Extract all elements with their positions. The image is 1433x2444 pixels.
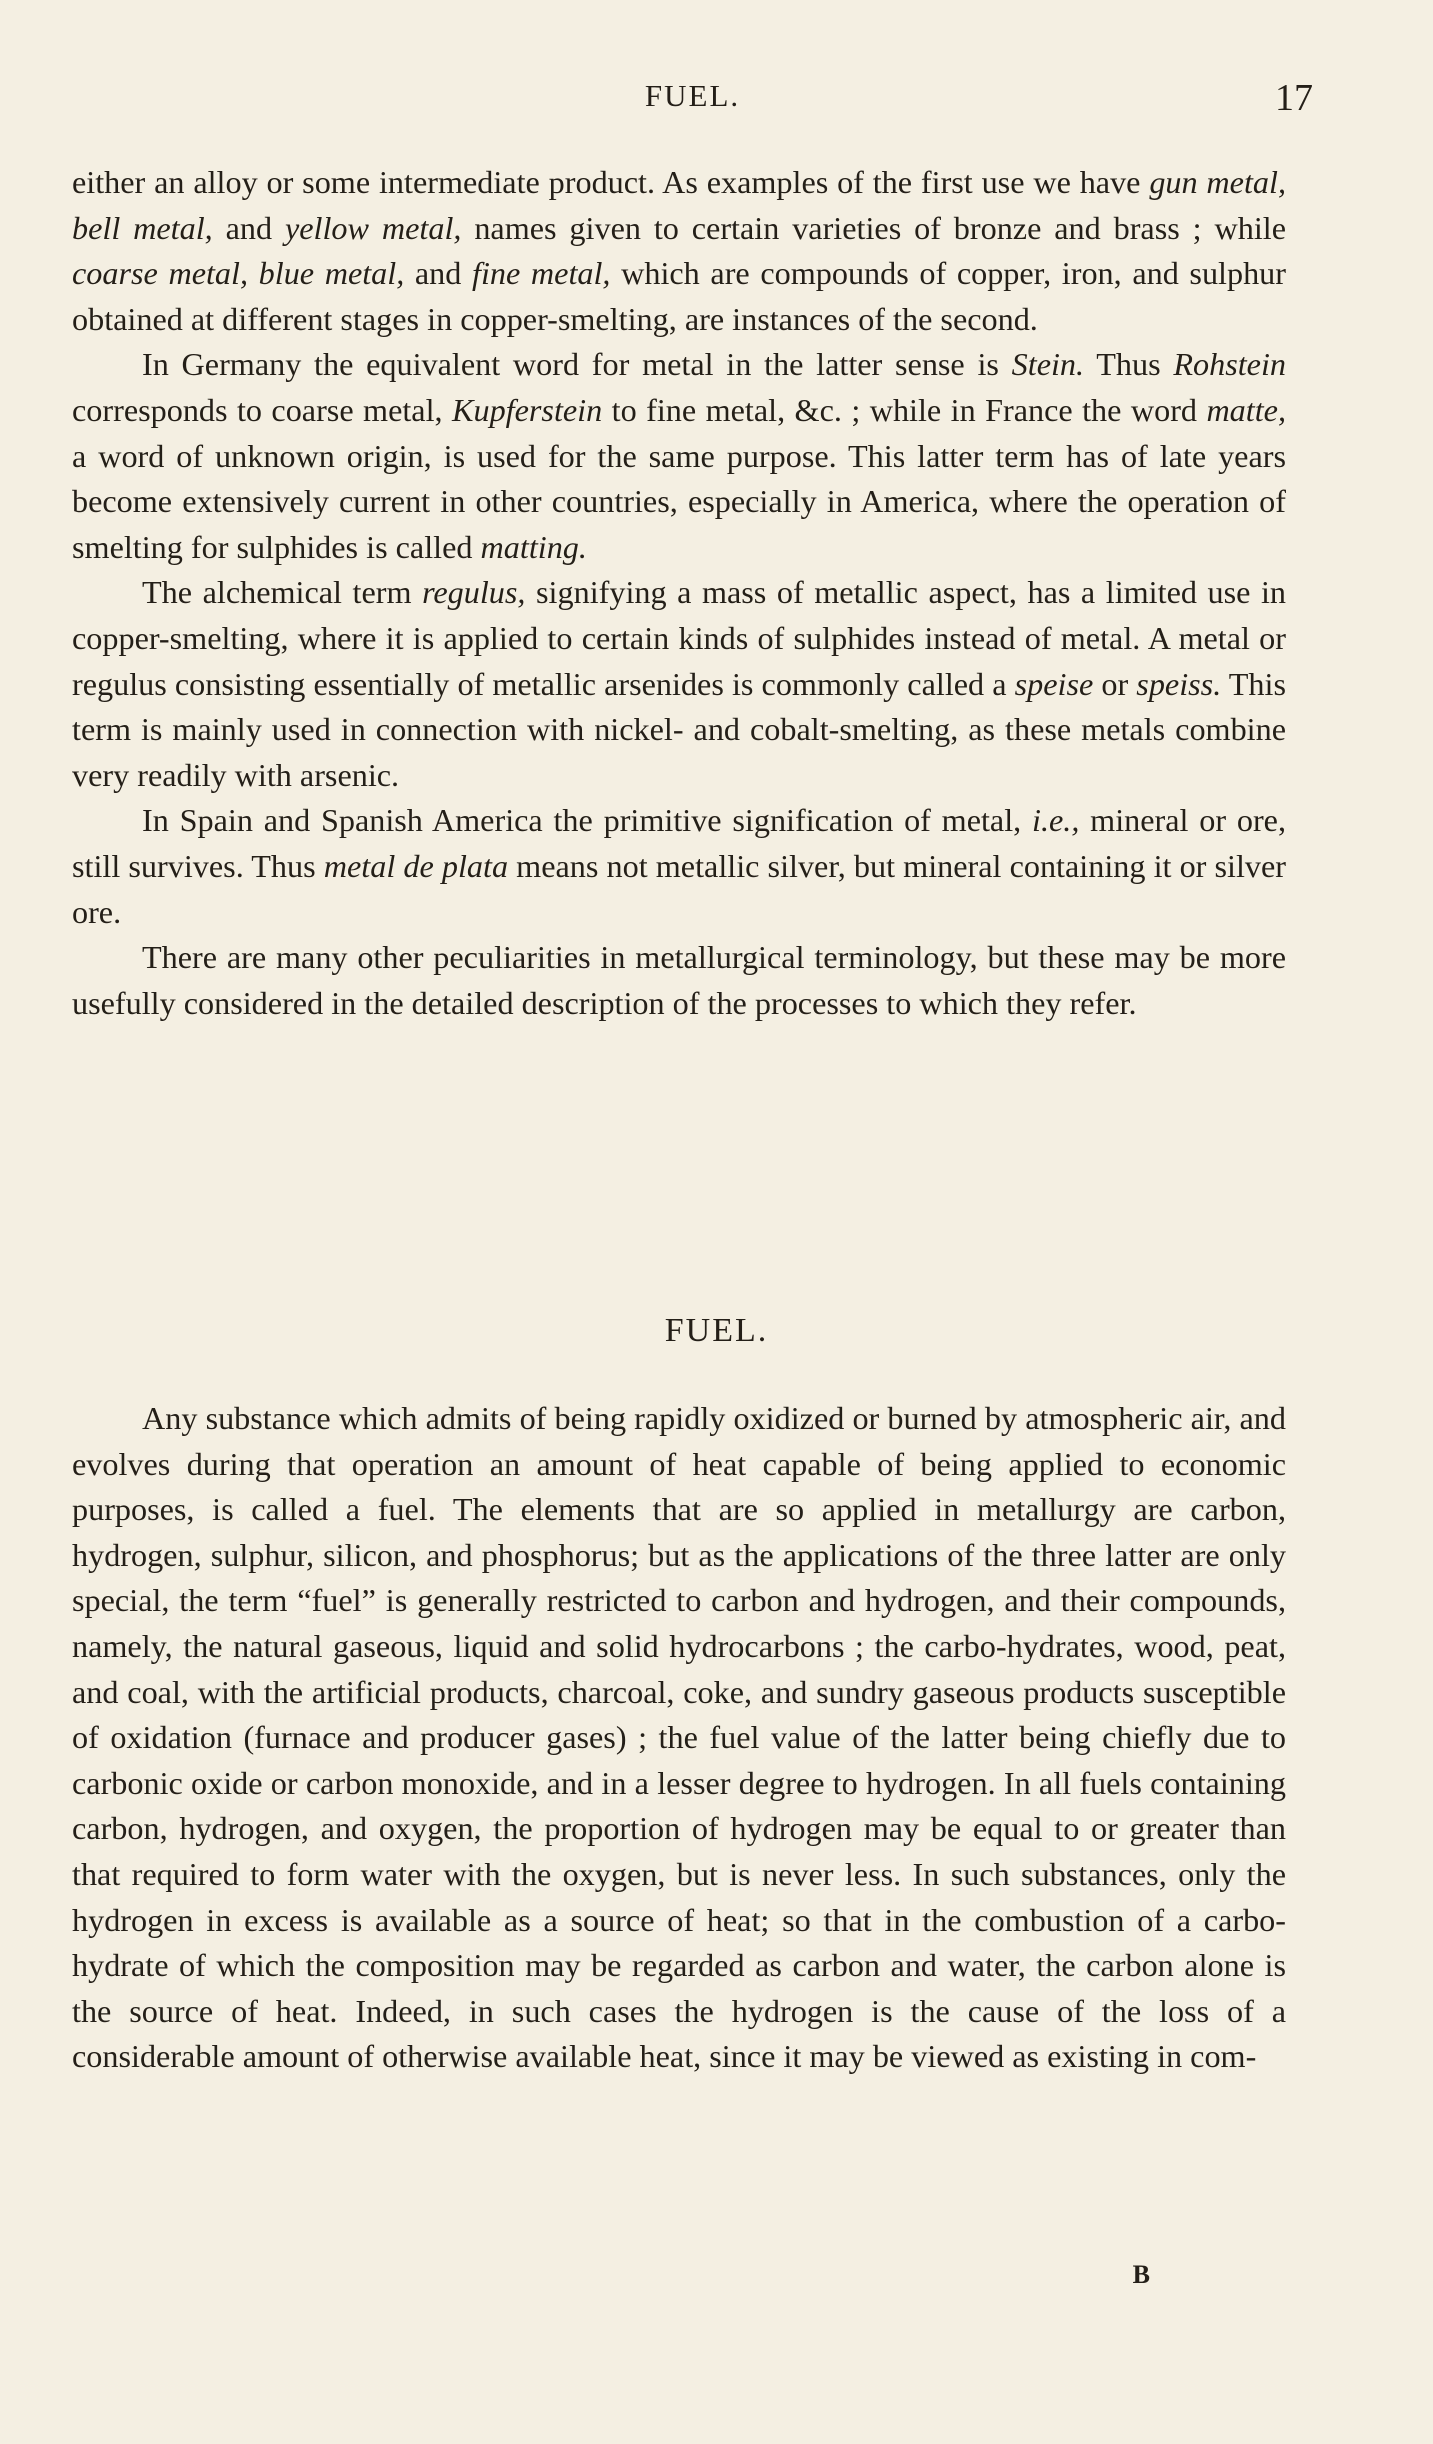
text-run: and xyxy=(404,255,473,292)
italic-term: bell metal, xyxy=(72,209,213,246)
text-run: The alchemical term xyxy=(142,574,423,611)
italic-term: Stein. xyxy=(1011,346,1085,383)
text-run: corresponds to coarse metal, xyxy=(72,391,453,428)
text-block-intro xyxy=(72,160,1286,1026)
italic-term: speise xyxy=(1014,665,1094,702)
paragraph-peculiarities: There are many other peculiarities in metallurgical terminology, but these may be more usefully considered in the detailed description of the processes to which they refer. xyxy=(72,939,1286,1021)
text-run: names given to certain varieties of bronze and brass ; while xyxy=(461,209,1286,246)
italic-term: matting. xyxy=(480,528,587,565)
text-run: to fine metal, &c. ; while in France the word xyxy=(602,391,1207,428)
text-run: mineral or ore, still survives. Thus xyxy=(72,802,1286,884)
text-run: or xyxy=(1093,665,1137,702)
text-run: either an alloy or some intermediate product. As examples of the first use we have xyxy=(72,164,1150,200)
italic-term: matte, xyxy=(1206,391,1286,428)
text-run: which are compounds of copper, iron, and sulphur obtained at different stages in copper-smelting, are instances of the second. xyxy=(72,255,1286,337)
paragraph-regulus xyxy=(72,570,1286,798)
page-number: 17 xyxy=(1275,77,1313,119)
section-heading-fuel: FUEL. xyxy=(664,1312,769,1349)
text-run xyxy=(248,255,259,291)
page-header xyxy=(72,78,1313,128)
paragraph-spain xyxy=(72,798,1286,935)
italic-term: fine metal, xyxy=(472,255,611,292)
text-run: Thus xyxy=(1084,346,1174,383)
text-run: This term is mainly used in connection with nickel- and cobalt-smelting, as these metals combine very readily with arsenic. xyxy=(72,665,1286,793)
text-run: means not metallic silver, but mineral containing it or silver ore. xyxy=(72,847,1287,930)
italic-term: metal de plata xyxy=(323,847,509,884)
paragraph-fuel-definition: Any substance which admits of being rapidly oxidized or burned by atmospheric air, and evolves during that operation an amount of heat capable of being applied to economic purposes, is called a fuel. The elements that are so applied in metallurgy are carbon, hydrogen, sulphur, silicon, and phosphorus; but as the applications of the three latter are only special, the term “fuel” is generally restricted to carbon and hydrogen, and their compounds, namely, the natural gaseous, liquid and solid hydrocarbons ; the carbo-hydrates, wood, peat, and coal, with the artificial products, charcoal, coke, and sundry gaseous products susceptible of oxidation (furnace and producer gases) ; the fuel value of the latter being chiefly due to carbonic oxide or carbon monoxide, and in a lesser degree to hydrogen. In all fuels containing carbon, hydrogen, and oxygen, the proportion of hydrogen may be equal to or greater than that required to form water with the oxygen, but is never less. In such substances, only the hydrogen in excess is available as a source of heat; so that in the combustion of a carbo-hydrate of which the composition may be regarded as carbon and water, the carbon alone is the source of heat. Indeed, in such cases the hydrogen is the cause of the loss of a considerable amount of otherwise available heat, since it may be viewed as existing in com- xyxy=(72,1400,1286,2075)
italic-term: Rohstein xyxy=(1173,346,1286,383)
italic-term: coarse metal, xyxy=(72,255,249,292)
italic-term: regulus, xyxy=(422,574,526,611)
italic-term: i.e., xyxy=(1032,802,1080,839)
paragraph-metal-varieties xyxy=(72,160,1286,342)
signature-mark: B xyxy=(1132,2260,1150,2289)
text-run: In Germany the equivalent word for metal in the latter sense is xyxy=(142,346,1012,383)
italic-term: Kupferstein xyxy=(452,391,603,428)
text-block-fuel xyxy=(72,1396,1286,2080)
text-run: signifying a mass of metallic aspect, has a limited use in copper-smelting, where it is applied to certain kinds of sulphides instead of metal. A metal or regulus consisting essentially of metallic arsenides is commonly called a xyxy=(72,574,1286,702)
italic-term: yellow metal, xyxy=(284,209,462,246)
paragraph-germany-stein xyxy=(72,342,1286,570)
text-run: a word of unknown origin, is used for the same purpose. This latter term has of late years become extensively current in other countries, especially in America, where the operation of smelting for sulphides is called xyxy=(72,437,1286,565)
italic-term: speiss. xyxy=(1136,665,1222,702)
italic-term: blue metal, xyxy=(258,255,405,292)
italic-term: gun metal, xyxy=(1149,164,1286,200)
text-run: In Spain and Spanish America the primitive signification of metal, xyxy=(142,802,1032,839)
text-run: and xyxy=(212,209,285,246)
running-title: FUEL. xyxy=(644,78,741,113)
